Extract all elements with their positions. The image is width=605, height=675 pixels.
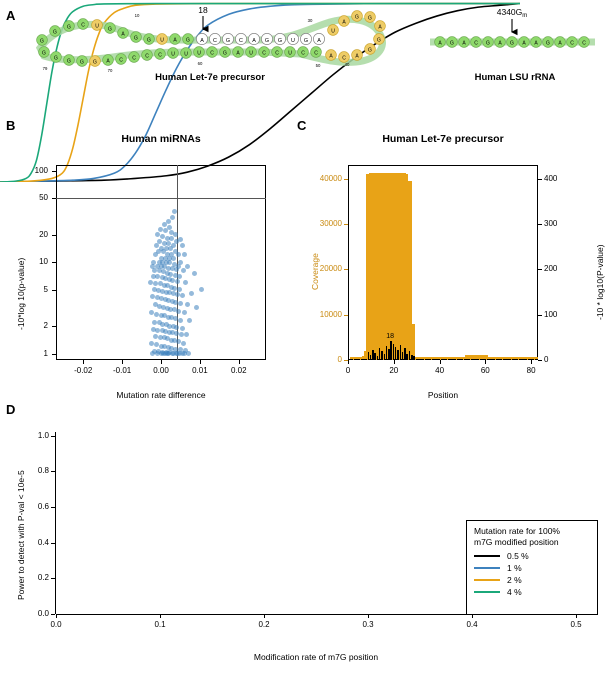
panel-c-ytick-left-label: 0	[337, 355, 342, 364]
panel-c-ytick-left-label: 30000	[319, 219, 342, 228]
panel-b-xtick	[161, 360, 162, 364]
panel-b-ytick-label: 5	[43, 284, 48, 294]
svg-text:C: C	[210, 50, 214, 57]
scatter-point	[183, 280, 188, 285]
panel-b-ytick	[52, 171, 56, 172]
legend-item-label: 1 %	[507, 563, 522, 573]
panel-b-letter: B	[6, 118, 16, 133]
panel-d-xtick	[576, 614, 577, 618]
scatter-point	[187, 318, 192, 323]
scatter-point	[177, 274, 182, 279]
panel-d-ytick	[51, 578, 55, 579]
scatter-point	[166, 219, 171, 224]
svg-text:A: A	[558, 40, 562, 47]
scatter-point	[189, 291, 194, 296]
panel-d-ytick-label: 1.0	[37, 430, 49, 440]
legend-item-label: 0.5 %	[507, 551, 529, 561]
svg-text:70: 70	[107, 68, 113, 73]
svg-text:A: A	[438, 40, 442, 47]
scatter-point	[181, 268, 186, 273]
scatter-point	[180, 326, 185, 331]
svg-text:C: C	[570, 40, 574, 47]
panel-d-xtick-label: 0.1	[154, 620, 166, 629]
panel-b-title: Human miRNAs	[121, 133, 201, 145]
scatter-point	[165, 351, 170, 356]
let7e-caption: Human Let-7e precursor	[155, 72, 265, 83]
panel-d-xtick	[264, 614, 265, 618]
legend-item	[467, 562, 597, 574]
panel-b-xtick-label: -0.01	[112, 366, 132, 375]
panel-d-xaxis	[56, 614, 576, 615]
scatter-point	[155, 232, 160, 237]
svg-text:C: C	[81, 22, 85, 29]
panel-d-xtick-label: 0.4	[466, 620, 478, 629]
svg-text:G: G	[368, 15, 372, 22]
panel-d-ytick-label: 0.6	[37, 501, 49, 511]
panel-b-ylabel: -10*log 10(p-value)	[16, 257, 26, 330]
panel-b-ytick-label: 1	[43, 348, 48, 358]
panel-c-ytick-left-label: 10000	[319, 309, 342, 319]
svg-text:A: A	[378, 24, 382, 31]
scatter-point	[176, 309, 181, 314]
svg-text:U: U	[291, 37, 295, 44]
svg-text:G: G	[93, 59, 97, 66]
svg-text:A: A	[342, 19, 346, 26]
panel-c-xtick-label: 20	[389, 366, 399, 375]
scatter-point	[194, 305, 199, 310]
panel-d-xtick-label: 0.0	[50, 620, 62, 629]
scatter-point	[176, 252, 181, 257]
scatter-point	[184, 332, 189, 337]
panel-c-coverage	[348, 165, 538, 360]
panel-c-ytick-right	[538, 179, 542, 180]
svg-text:G: G	[147, 37, 151, 44]
svg-text:U: U	[331, 28, 335, 35]
panel-c-ylabel-left: Coverage	[310, 253, 320, 290]
svg-text:79: 79	[42, 66, 48, 71]
svg-text:G: G	[264, 37, 270, 44]
panel-c-xtick	[394, 360, 395, 364]
svg-text:60: 60	[197, 61, 203, 66]
panel-d-ytick	[51, 614, 55, 615]
panel-b-ytick	[52, 354, 56, 355]
svg-text:A: A	[522, 40, 526, 47]
panel-d-ylabel: Power to detect with P-val < 10e-5	[16, 470, 26, 600]
svg-text:G: G	[54, 55, 58, 62]
panel-b-xtick-label: -0.02	[74, 366, 93, 375]
svg-text:C: C	[275, 50, 279, 57]
panel-c-ytick-left	[344, 179, 348, 180]
panel-b-ytick	[52, 326, 56, 327]
panel-c-ytick-right	[538, 360, 542, 361]
panel-c-ytick-left	[344, 315, 348, 316]
svg-text:G: G	[277, 37, 283, 44]
svg-text:A: A	[329, 53, 333, 60]
svg-text:C: C	[213, 37, 217, 44]
legend-item-label: 4 %	[507, 587, 522, 597]
svg-text:G: G	[510, 40, 514, 47]
svg-text:U: U	[171, 51, 175, 58]
svg-text:G: G	[80, 59, 84, 66]
lsu-caption: Human LSU rRNA	[474, 72, 556, 83]
panel-c-xtick	[531, 360, 532, 364]
scatter-point	[178, 301, 183, 306]
scatter-point	[192, 271, 197, 276]
svg-text:G: G	[486, 40, 490, 47]
svg-text:U: U	[249, 50, 253, 57]
svg-text:C: C	[314, 50, 318, 57]
panel-c-ytick-right	[538, 315, 542, 316]
svg-text:C: C	[132, 55, 136, 62]
panel-c-ytick-left	[344, 224, 348, 225]
scatter-point	[185, 264, 190, 269]
svg-text:G: G	[40, 38, 44, 45]
panel-b-ytick-label: 2	[43, 321, 48, 330]
scatter-point	[158, 227, 163, 232]
panel-c-ytick-right	[538, 224, 542, 225]
panel-c-xtick-label: 40	[435, 366, 445, 375]
svg-text:A: A	[173, 37, 177, 44]
svg-text:U: U	[95, 23, 99, 30]
scatter-point	[178, 318, 183, 323]
scatter-point	[174, 267, 179, 272]
svg-text:U: U	[184, 51, 188, 58]
svg-text:A: A	[498, 40, 502, 47]
panel-d-xtick	[56, 614, 57, 618]
svg-text:G: G	[53, 29, 57, 36]
svg-text:C: C	[158, 52, 162, 59]
panel-d-ytick	[51, 507, 55, 508]
svg-text:C: C	[145, 53, 149, 60]
panel-b-ytick-label: 20	[39, 229, 48, 239]
svg-text:G: G	[223, 50, 227, 57]
panel-d-xtick	[472, 614, 473, 618]
panel-c-ytick-right-label: 100	[544, 309, 558, 319]
let7e-structure	[37, 5, 386, 73]
svg-text:C: C	[301, 50, 305, 57]
svg-text:G: G	[134, 35, 138, 42]
panel-b-xtick	[200, 360, 201, 364]
panel-c-ytick-left	[344, 360, 348, 361]
svg-text:G: G	[368, 47, 372, 54]
panel-c-ytick-left	[344, 269, 348, 270]
svg-text:G: G	[450, 40, 454, 47]
scatter-point	[171, 256, 176, 261]
svg-text:C: C	[582, 40, 586, 47]
svg-text:20: 20	[202, 26, 208, 31]
panel-b-ytick-label: 50	[39, 193, 48, 203]
legend-color-swatch	[474, 579, 500, 581]
panel-d-xtick	[160, 614, 161, 618]
svg-text:A: A	[121, 31, 125, 38]
svg-text:C: C	[474, 40, 478, 47]
panel-b-ytick	[52, 235, 56, 236]
lsu-position-label: $4340G_m$	[496, 7, 528, 19]
scatter-point	[179, 332, 184, 337]
svg-text:A: A	[355, 53, 359, 60]
legend-title-line2: m7G modified position	[474, 537, 559, 547]
legend-title-line1: Mutation rate for 100%	[474, 526, 560, 536]
panel-d-xtick-label: 0.5	[570, 620, 582, 629]
scatter-point	[175, 279, 180, 284]
panel-c-ytick-right-label: 0	[544, 355, 549, 364]
panel-c-xtick	[440, 360, 441, 364]
legend-item	[467, 574, 597, 586]
legend-color-swatch	[474, 567, 500, 569]
panel-d-ytick	[51, 543, 55, 544]
panel-d-ytick-label: 0.8	[37, 466, 49, 476]
panel-b-xtick-label: 0.01	[192, 366, 208, 375]
svg-text:40: 40	[344, 62, 350, 67]
svg-text:G: G	[303, 37, 309, 44]
scatter-point	[182, 310, 187, 315]
panel-c-xtick-label: 80	[526, 366, 536, 375]
panel-c-xtick-label: 0	[345, 366, 351, 375]
panel-b-xtick	[239, 360, 240, 364]
panel-c-xtick-label: 60	[480, 366, 490, 375]
panel-b-xtick-label: 0.02	[230, 366, 247, 375]
panel-b-xtick	[83, 360, 84, 364]
panel-c-xlabel: Position	[427, 390, 459, 400]
svg-text:G: G	[42, 50, 46, 57]
scatter-point	[150, 351, 155, 356]
svg-text:C: C	[119, 57, 123, 64]
panel-b-scatter	[56, 165, 266, 360]
panel-c-xtick	[485, 360, 486, 364]
panel-b-ytick-label: 10	[39, 257, 48, 266]
svg-text:30: 30	[307, 18, 313, 23]
panel-c-title: Human Let-7e precursor	[382, 133, 504, 145]
svg-text:C: C	[342, 55, 346, 62]
svg-text:A: A	[317, 37, 321, 44]
svg-text:C: C	[239, 37, 243, 44]
legend-item	[467, 550, 597, 562]
panel-d-ytick	[51, 471, 55, 472]
panel-d-xtick-label: 0.3	[362, 620, 374, 629]
let7e-position-label: 18	[198, 5, 208, 15]
scatter-point	[178, 237, 183, 242]
panel-c-xtick	[348, 360, 349, 364]
scatter-point	[182, 252, 187, 257]
panel-d-ytick-label: 0.0	[37, 609, 49, 618]
panel-c-ytick-right-label: 400	[544, 173, 558, 183]
panel-d-ytick-label: 0.4	[37, 537, 49, 547]
scatter-point	[163, 228, 168, 233]
legend-items	[467, 550, 597, 598]
legend-title	[467, 521, 597, 550]
svg-text:G: G	[67, 58, 71, 65]
svg-text:C: C	[262, 50, 266, 57]
svg-text:A: A	[462, 40, 466, 47]
svg-text:G: G	[377, 37, 381, 44]
svg-text:A: A	[236, 50, 240, 57]
scatter-point	[174, 325, 179, 330]
panel-d-xtick-label: 0.2	[258, 620, 270, 629]
panel-c-ytick-left-label: 40000	[319, 173, 342, 183]
panel-c-ytick-left-label: 20000	[319, 264, 342, 274]
panel-a-letter: A	[6, 8, 16, 23]
panel-b-xtick-label: 0.00	[153, 366, 169, 375]
scatter-point	[153, 252, 158, 257]
panel-a-figure	[0, 0, 605, 100]
svg-text:G: G	[225, 37, 231, 44]
panel-d-xtick	[368, 614, 369, 618]
panel-d-ytick	[51, 436, 55, 437]
panel-c-letter: C	[297, 118, 307, 133]
svg-text:U: U	[197, 50, 201, 57]
scatter-point	[154, 243, 159, 248]
svg-text:50: 50	[315, 63, 321, 68]
svg-text:A: A	[252, 37, 256, 44]
rna-structure-svg	[0, 0, 605, 100]
svg-text:10: 10	[134, 13, 140, 18]
scatter-point	[181, 341, 186, 346]
scatter-point	[170, 215, 175, 220]
panel-c-ytick-right-label: 200	[544, 264, 558, 274]
panel-d-yaxis	[55, 432, 56, 614]
pvalue-spike	[413, 356, 415, 359]
panel-d-legend	[466, 520, 598, 615]
scatter-point	[180, 293, 185, 298]
scatter-point	[185, 302, 190, 307]
panel-b-threshold-hline	[56, 198, 266, 199]
svg-text:G: G	[546, 40, 550, 47]
panel-c-ylabel-right: -10 * log10(P-value)	[595, 244, 605, 320]
svg-text:G: G	[67, 24, 71, 31]
scatter-point	[199, 287, 204, 292]
panel-b-ytick	[52, 262, 56, 263]
legend-color-swatch	[474, 555, 500, 557]
scatter-point	[168, 246, 173, 251]
panel-d-xlabel: Modification rate of m7G position	[253, 652, 379, 662]
svg-text:A: A	[106, 58, 110, 65]
svg-text:A: A	[534, 40, 538, 47]
legend-color-swatch	[474, 591, 500, 593]
panel-c-ytick-right-label: 300	[544, 219, 558, 228]
svg-text:U: U	[288, 50, 292, 57]
panel-b-ytick	[52, 198, 56, 199]
panel-b-ytick-label: 100	[34, 165, 48, 175]
panel-d-letter: D	[6, 402, 16, 417]
svg-text:G: G	[355, 14, 359, 21]
panel-b-ytick	[52, 290, 56, 291]
panel-c-ytick-right	[538, 269, 542, 270]
svg-text:G: G	[186, 37, 190, 44]
scatter-point	[180, 243, 185, 248]
panel-d-ytick-label: 0.2	[37, 573, 49, 583]
svg-text:U: U	[160, 37, 164, 44]
panel-c-annotation: 18	[386, 332, 395, 340]
svg-text:G: G	[108, 26, 112, 33]
legend-item-label: 2 %	[507, 575, 522, 585]
scatter-point	[162, 222, 167, 227]
svg-text:A: A	[200, 37, 204, 44]
panel-b-xtick	[122, 360, 123, 364]
panel-b-xlabel: Mutation rate difference	[116, 390, 206, 400]
scatter-point	[172, 209, 177, 214]
lsu-rrna-structure	[430, 7, 595, 47]
legend-item	[467, 586, 597, 598]
